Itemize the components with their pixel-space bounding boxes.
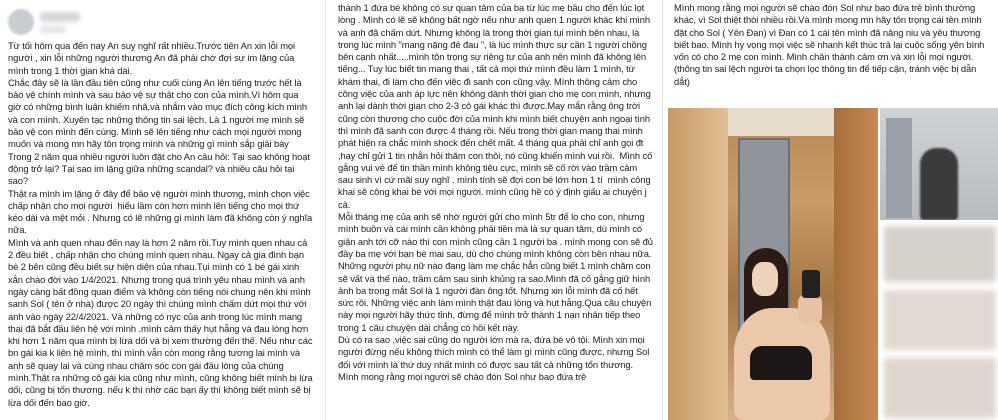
photo-subject xyxy=(728,248,838,420)
phone-icon xyxy=(802,270,820,298)
photo-door xyxy=(886,118,912,218)
post-paragraph: Mỗi tháng mẹ của anh sẽ nhờ người gửi cho mình 5tr để lo cho con, nhưng mình buồn và cái mình cần không phải tiền mà là sự quan tâm, dù mình có giận anh tới cỡ nào thì con mình cũng cần 1 người ba . mình mong con sẽ đủ đầy ba mẹ với bạn bè mai sau, dù cho chúng mình không còn bên nhau nữa. xyxy=(338,211,656,259)
author-name-redacted[interactable] xyxy=(40,12,80,22)
column-divider xyxy=(325,0,326,420)
column-divider xyxy=(662,0,663,420)
photo-subject xyxy=(920,148,958,220)
post-header xyxy=(0,0,320,40)
photo-hand xyxy=(798,294,822,324)
photo-clothing xyxy=(750,346,812,380)
post-body xyxy=(666,0,998,88)
author-block xyxy=(40,12,80,33)
main-photo[interactable] xyxy=(668,108,878,420)
post-body xyxy=(330,0,660,383)
side-photo-mirror[interactable] xyxy=(880,108,998,220)
photo-side-column xyxy=(880,108,998,420)
post-paragraph: Chắc đây sẽ là lần đầu tiên cũng như cuối cùng An lên tiếng trước hết là bảo vệ chính mình và sau bảo vệ sự thật cho con của mình.Vì hôm qua giờ có những bình luận khiếm nhã,và nhắm vào mục đích công kích mình và con mình. Xuyên tạc những thông tin sai lệch. Là 1 người mẹ mình sẽ bảo vệ con mình đến cùng. Mình sẽ lên tiếng như cách mọi người mong muốn và mong mn hãy tôn trọng mình và những gì mình sắp giải bày xyxy=(8,76,310,150)
post-paragraph: Những người phụ nữ nào đang làm mẹ chắc hẳn cũng biết 1 mình chăm con sẽ vất và thế nào, trầm cảm sau sinh khủng ra sao.Mình đã cố gắng giữ hình ảnh ba trong mắt Sol là 1 người đàn ông tốt. Nhưng xin lỗi mình đã cố hết sức rồi. Những việc anh làm mình thật đau lòng và hụt hẫng.Qua câu chuyện này mọi người hãy thức tỉnh, đừng để mình trở thành 1 nạn nhân tiếp theo trong 1 câu chuyện dài chẳng có hồi kết này. xyxy=(338,260,654,333)
side-photo-blurred[interactable] xyxy=(884,226,996,282)
post-paragraph: Thật ra mình im lặng ở đây để bảo vệ người mình thương, mình chọn việc chấp nhận cho mọi người hiểu lầm còn hơn mình lên tiếng cho mọi thứ kéo dài và mệt mỏi . Nhưng có lẽ những gì mình làm đã không còn ý nghĩa nữa. xyxy=(8,187,315,236)
post-meta-redacted xyxy=(40,26,66,33)
photo-face xyxy=(752,262,778,296)
post-photo-grid xyxy=(666,108,998,420)
post-column-2 xyxy=(330,0,660,420)
photo-wall xyxy=(668,108,728,420)
post-paragraph: Mình và anh quen nhau đến nay là hơn 2 năm rồi.Tuy mình quen nhau cả 2 đều biết , chấp nhận cho chúng mình quen nhau. Ngay cả gia đình bạn bè 2 bên cũng đều biết sự hiện diện của nhau.Tụi mình có 1 bé gái xinh xắn chào đời vào 1/4/2021. Nhưng trong quá trình yêu nhau mình và anh ngày càng bất đồng quan điểm và không còn tiếng nói chung nên khi mình sanh Sol ( tên ở nhà) được 20 ngày thì chúng mình chấm dứt mọi thứ với anh vào ngày 22/4/2021. Và những có nyc của anh trong lúc mình mang thai đã bắt đầu liên hệ với mình .mình cảm thấy hụt hẫng và đau lòng hơn khi hơn 1 năm qua mình bị lừa dối và bị xem thường đến thế. Nếu như các bn gái kia k liên hệ mình, thì mình vẫn còn mong rằng tương lai mình và anh sẽ quay lại và cùng nhau chăm sóc con gái đầu lòng của chúng mình.Thật ra những cô gái kia cũng như mình, cũng không biết mình bị lừa dối, cũng bị tổn thương. nếu k thì nhờ các bạn ấy thì không biết mình sẽ bị lừa dối đến bao giờ. xyxy=(8,236,316,408)
post-paragraph: Mình mong rằng mọi người sẽ chào đón Sol như bao đứa trẻ bình thường khác, vì Sol thiệt thòi nhiều rồi.Và mình mong mn hãy tôn trọng cái tên mình đặt cho Sol ( Yên Đan) vì Đan có 1 cái tên mình đã nâng niu và yêu thương biết bao. Mình hy vọng mọi việc sẽ nhanh kết thúc trả lại cuộc sống yên bình vốn có cho 2 mẹ con mình. Mình chân thành cảm ơn và xin lỗi mọi người. xyxy=(674,2,987,63)
post-body xyxy=(0,40,320,409)
post-paragraph: thành 1 đứa bé không có sự quan tâm của ba từ lúc mẹ bầu cho đến lúc lọt lòng . Mình có lẽ sẽ không bất ngờ nếu như anh quen 1 người khác khi mình và anh đã chấm dứt. Nhưng không là trong thời gian tụi mình bên nhau, là trong lúc mình "mang nặng đẻ đau ", là lúc mình thực sự cần 1 người chồng bên cạnh nhất.....mình tôn trọng sự riêng tư của anh nên mình đã không lên tiếng... Tuy lúc biết tin mang thai , tất cả mọi thứ mình đều làm 1 mình, từ khám thai, đi làm cho đến việc đi sanh con cũng vậy. Mình thông cảm cho công việc của anh áp lực nên không dành thời gian cho mẹ con mình, nhưng anh lại dành thời gian cho 2-3 cô gái khác thì được.May mắn rằng ông trời cũng còn thương cho cuộc đời của mình khi mình biết chuyện anh ngoại tình thì mình đã sanh con được 4 tháng rồi. Nếu trong thời gian mang thai mình phát hiện ra chắc mình shock đến chết mất. 4 tháng qua phải chỉ anh gọi đt ,hay chỉ gửi 1 tin nhắn hỏi thăm con thôi, nó cũng khiến mình vui rồi. Mình cố gắng vui vẻ để tin thần mình không tiêu cực, mình sẽ cố rời vào trầm cảm sau sinh vì cứ mãi suy nghĩ . mình tính sẽ đợi con bé lớn hơn 1 tí mình công khai sẽ công khai bé với mọi người. mình cũng hề có ý định giấu ai chuyện j cả. xyxy=(338,2,655,210)
avatar[interactable] xyxy=(8,9,34,35)
side-photo-blurred[interactable] xyxy=(884,358,996,418)
post-paragraph: Từ tối hôm qua đến nay An suy nghĩ rất nhiều.Trước tiên An xin lỗi mọi người , xin lỗi những người thương An đã phải chờ đợi sự im lặng của mình trong 1 thời gian khá dài. xyxy=(8,40,298,76)
post-paragraph: Trong 2 năm qua nhiều người luôn đặt cho An câu hỏi: Tại sao không hoạt động trở lại? Tại sao im lặng giữa những scandal? và nhiều câu hỏi tại sao? xyxy=(8,150,313,187)
post-column-1 xyxy=(0,0,320,420)
photo-cabinet xyxy=(834,108,878,420)
post-paragraph: Dù có ra sao ,việc sai cũng do người lớn mà ra, đứa bé vô tội. Mình xin mọi người đừng nếu không thích mình có thể làm gì mình cũng được, nhưng Sol đối với mình là thứ duy nhất mình có được sau tất cả những tổn thương. Mình mong rằng mọi người sẽ chào đón Sol như bao đứa trẻ xyxy=(338,334,652,382)
post-paragraph: (thông tin sai lệch người ta chọn lọc thông tin để tiếp cận, tránh việc bị dẫn dắt) xyxy=(674,63,979,87)
post-column-3 xyxy=(666,0,998,420)
side-photo-blurred[interactable] xyxy=(884,290,996,350)
